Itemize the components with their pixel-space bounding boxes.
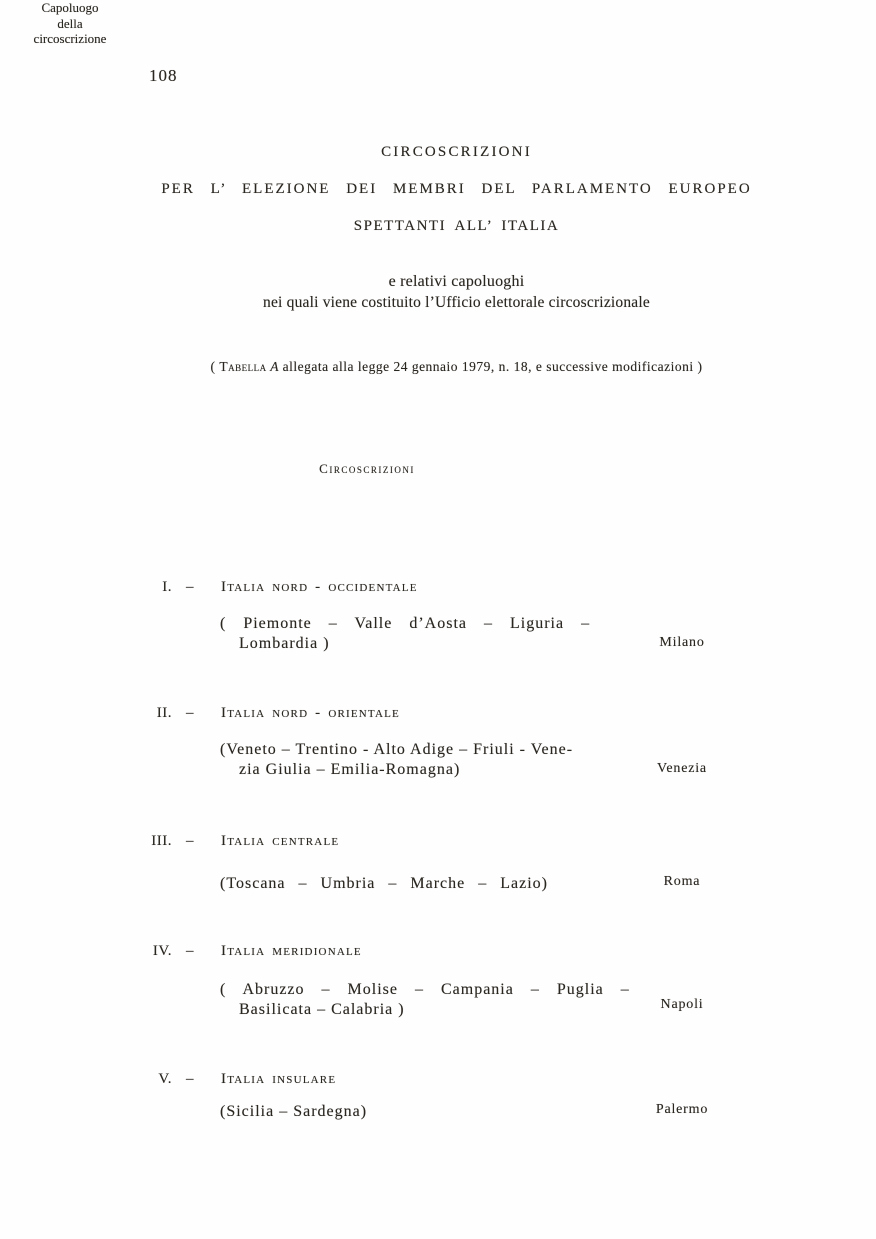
capoluogo-header-line-2: della <box>57 15 83 31</box>
capoluogo-value: Roma <box>663 874 701 889</box>
regions-line: (Sicilia – Sardegna) <box>220 1103 368 1120</box>
capoluogo-header-line-3: circoscrizione <box>33 31 107 47</box>
title-line-3: SPETTANTI ALL’ ITALIA <box>353 218 560 234</box>
row-numeral: II. <box>156 705 172 721</box>
note-open-paren: ( <box>210 359 220 374</box>
title-line-1: CIRCOSCRIZIONI <box>381 144 532 160</box>
regions-line: (Toscana – Umbria – Marche – Lazio) <box>220 875 548 892</box>
regions-line: Basilicata – Calabria ) <box>239 1001 405 1018</box>
circoscrizione-name: Italia insulare <box>221 1071 337 1087</box>
capoluogo-header-line-1: Capoluogo <box>41 0 99 15</box>
row-numeral: V. <box>158 1071 172 1087</box>
column-header-capoluogo <box>0 0 140 47</box>
row-numeral: IV. <box>152 943 172 959</box>
capoluogo-value: Napoli <box>660 997 704 1012</box>
capoluogo-value: Milano <box>659 635 705 650</box>
row-dash: – <box>186 579 194 595</box>
circoscrizione-name: Italia nord - orientale <box>221 705 400 721</box>
subtitle-line-1: e relativi capoluoghi <box>388 273 525 290</box>
capoluogo-value: Palermo <box>655 1102 709 1117</box>
regions-line: Lombardia ) <box>239 635 330 652</box>
row-dash: – <box>186 943 194 959</box>
row-numeral: I. <box>162 579 172 595</box>
regions-line: ( Piemonte – Valle d’Aosta – Liguria – <box>220 615 591 632</box>
circoscrizione-name: Italia meridionale <box>221 943 362 959</box>
row-dash: – <box>186 705 194 721</box>
note-tabella-label: Tabella <box>219 359 267 374</box>
regions-line: ( Abruzzo – Molise – Campania – Puglia – <box>220 981 630 998</box>
row-dash: – <box>186 833 194 849</box>
title-line-2: PER L’ ELEZIONE DEI MEMBRI DEL PARLAMENTO EUROPEO <box>161 181 752 197</box>
capoluogo-value: Venezia <box>657 761 707 776</box>
page-number: 108 <box>149 66 178 85</box>
note-letter-a: A <box>266 359 283 374</box>
subtitle-line-2: nei quali viene costituito l’Ufficio elettorale circoscrizionale <box>263 294 650 311</box>
table-a-note <box>148 359 765 375</box>
row-numeral: III. <box>151 833 172 849</box>
row-dash: – <box>186 1071 194 1087</box>
note-text: allegata alla legge 24 gennaio 1979, n. 18, e successive modificazioni ) <box>282 359 703 374</box>
column-header-circoscrizioni: Circoscrizioni <box>319 461 415 476</box>
regions-line: (Veneto – Trentino - Alto Adige – Friuli - Vene- <box>220 741 574 758</box>
circoscrizione-name: Italia centrale <box>221 833 340 849</box>
circoscrizione-name: Italia nord - occidentale <box>221 579 418 595</box>
regions-line: zia Giulia – Emilia-Romagna) <box>239 761 461 778</box>
